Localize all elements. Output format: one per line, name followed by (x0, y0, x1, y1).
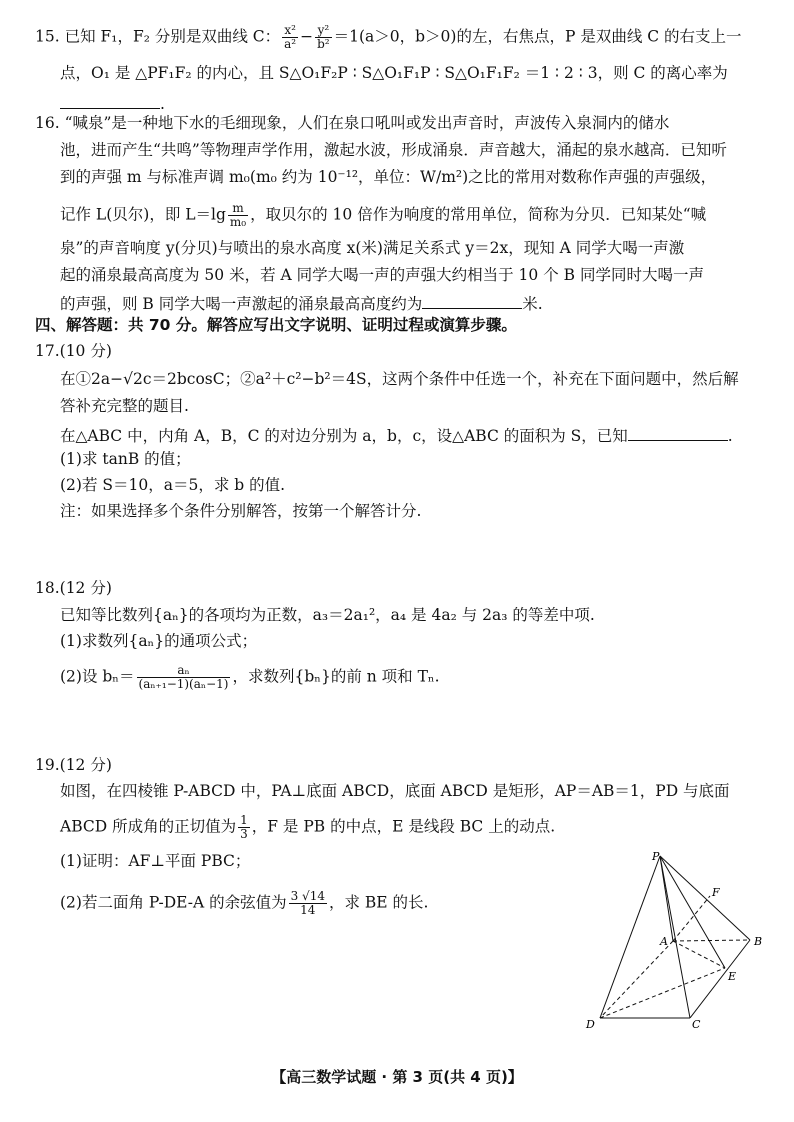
q15-frac-y: $\frac{\text{y²}}{\text{b²}}$ (317, 23, 330, 51)
q16-line3: 到的声强 m 与标准声调 m₀(m₀ 约为 10⁻¹²，单位：W/m²)之比的常用对数称作声强的声强级， (60, 168, 717, 186)
q17-head: 17.(10 分) (35, 342, 112, 360)
q18-frac: $\frac{\text{aₙ}}{\text{(aₙ₊₁−1)(aₙ−1)}}$ (138, 663, 229, 691)
q19-part1: (1)证明：AF⊥平面 PBC； (60, 852, 251, 870)
q17-answer-blank[interactable] (628, 422, 728, 441)
q19-frac-cos: $\frac{3 √14}{14}$ (290, 889, 325, 917)
q16-line4: 记作 L(贝尔)，即 L＝lg $\frac{m}{\text{m₀}}$ ，取贝尔的 10 倍作为响度的常用单位，简称为分贝．已知某处“喊 (60, 201, 707, 229)
q19-line2: ABCD 所成角的正切值为 $\frac{1}{3}$ ，F 是 PB 的中点，E 是线段 BC 上的动点. (60, 813, 556, 841)
q19-line1: 如图，在四棱锥 P-ABCD 中，PA⊥底面 ABCD，底面 ABCD 是矩形，AP＝AB＝1，PD 与底面 (60, 782, 730, 800)
q17-line1: 在①2a−√2c＝2bcosC；②a²＋c²−b²＝4S，这两个条件中任选一个，补充在下面问题中，然后解 (60, 370, 739, 388)
pyramid-figure (580, 848, 770, 1033)
section-4-heading: 四、解答题：共 70 分。解答应写出文字说明、证明过程或演算步骤。 (35, 316, 517, 334)
label-E: E (728, 970, 737, 983)
label-C: C (692, 1018, 701, 1031)
label-F: F (712, 886, 720, 899)
label-P: P (652, 850, 660, 863)
q16-line5: 泉”的声音响度 y(分贝)与喷出的泉水高度 x(米)满足关系式 y＝2x，现知 A 同学大喝一声激 (60, 239, 685, 257)
q17-note: 注：如果选择多个条件分别解答，按第一个解答计分. (60, 502, 422, 520)
q17-part1: (1)求 tanB 的值； (60, 450, 191, 468)
q17-line2: 答补充完整的题目. (60, 397, 189, 415)
q17-part2: (2)若 S＝10，a＝5，求 b 的值. (60, 476, 286, 494)
page-footer: 【高三数学试题 · 第 3 页(共 4 页)】 (271, 1068, 523, 1086)
q19-part2: (2)若二面角 P-DE-A 的余弦值为 $\frac{3 √14}{14}$ ，求 BE 的长. (60, 889, 429, 917)
q16-frac: $\frac{m}{\text{m₀}}$ (229, 201, 247, 229)
q18-head: 18.(12 分) (35, 579, 112, 597)
q15-line3: . (60, 90, 165, 115)
q18-line1: 已知等比数列{aₙ}的各项均为正数，a₃＝2a₁²，a₄ 是 4a₂ 与 2a₃ 的等差中项. (60, 606, 595, 624)
q16-line6: 起的涌泉最高高度为 50 米，若 A 同学大喝一声的声强大约相当于 10 个 B 同学同时大喝一声 (60, 266, 704, 284)
q18-part1: (1)求数列{aₙ}的通项公式； (60, 632, 258, 650)
q17-line3: 在△ABC 中，内角 A，B，C 的对边分别为 a，b，c，设△ABC 的面积为 S，已知 . (60, 422, 733, 447)
label-D: D (586, 1018, 595, 1031)
q19-frac-tan: $\frac{1}{3}$ (240, 813, 248, 841)
q16-line2: 池，进而产生“共鸣”等物理声学作用，激起水波，形成涌泉．声音越大，涌起的泉水越高．已知听 (60, 141, 727, 159)
q19-head: 19.(12 分) (35, 756, 112, 774)
q15-frac-x: $\frac{\text{x²}}{\text{a²}}$ (284, 23, 297, 51)
q16-answer-blank[interactable] (422, 290, 522, 309)
q16-line7: 的声强，则 B 同学大喝一声激起的涌泉最高高度约为 米. (60, 290, 543, 315)
q15-answer-blank[interactable] (60, 90, 160, 109)
q15-line1: 15. 已知 F₁，F₂ 分别是双曲线 C： $\frac{\text{x²}}{\text{a²}}$ − $\frac{\text{y²}}{\text{b²}}$ ＝1(a＞0，b＞0)的左，右焦点，P 是双曲线 C 的右支上一 (35, 23, 742, 51)
label-A: A (660, 935, 668, 948)
q16-line1: 16. “喊泉”是一种地下水的毛细现象，人们在泉口吼叫或发出声音时，声波传入泉洞内的储水 (35, 114, 670, 132)
label-B: B (754, 935, 763, 948)
q18-part2: (2)设 bₙ＝ $\frac{\text{aₙ}}{\text{(aₙ₊₁−1)(aₙ−1)}}$ ，求数列{bₙ}的前 n 项和 Tₙ. (60, 663, 440, 691)
q15-line2: 点，O₁ 是 △PF₁F₂ 的内心，且 S△O₁F₂P ∶ S△O₁F₁P ∶ S△O₁F₁F₂ ＝1 ∶ 2 ∶ 3，则 C 的离心率为 (60, 64, 728, 82)
